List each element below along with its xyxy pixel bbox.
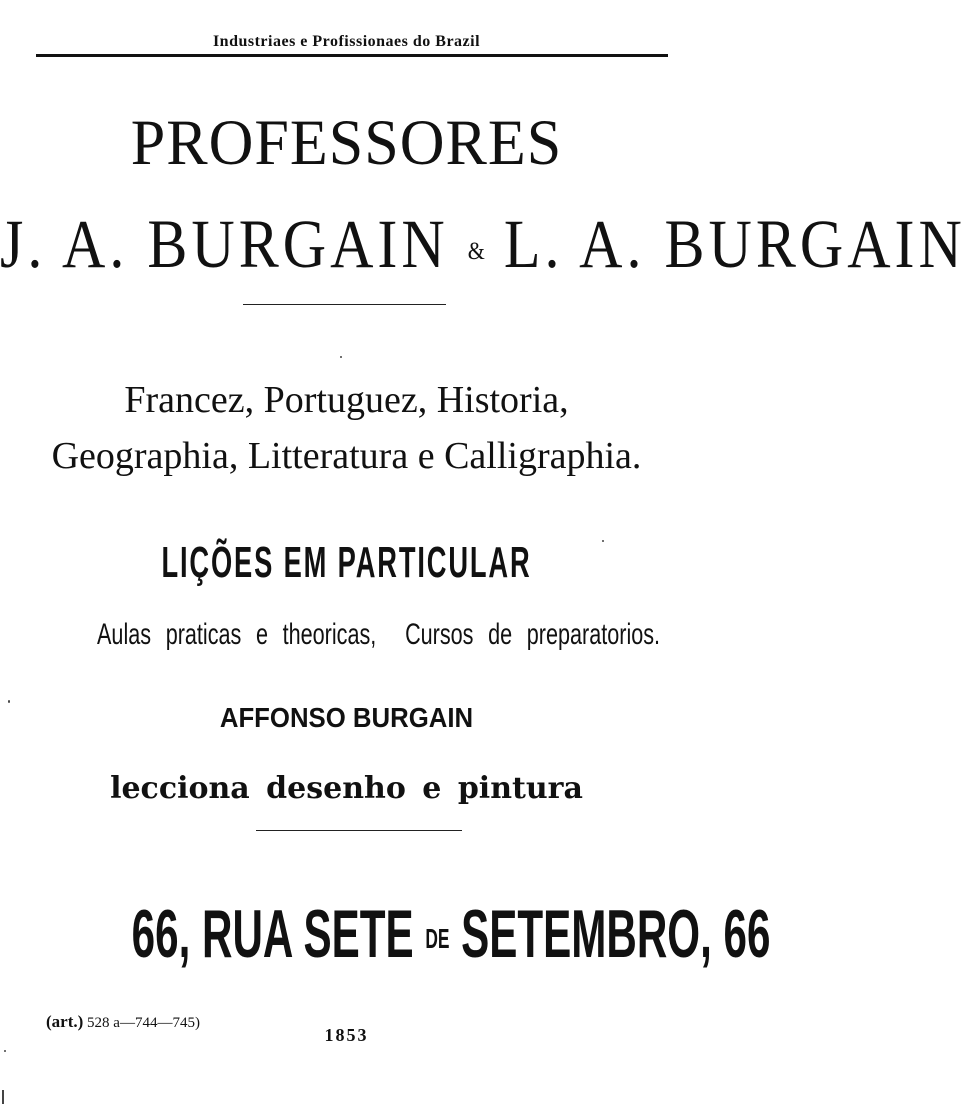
classes-preparatory: Cursos de preparatorios. — [405, 618, 661, 651]
address-de: DE — [425, 923, 450, 955]
catalog-label: (art.) — [46, 1012, 84, 1031]
address-end: SETEMBRO, 66 — [461, 896, 771, 972]
teacher-names — [0, 205, 966, 284]
address-start: 66, RUA SETE — [131, 896, 414, 972]
first-name: J. A. BURGAIN — [0, 205, 449, 282]
second-name: L. A. BURGAIN — [503, 205, 966, 282]
header-rule — [36, 54, 668, 57]
private-lessons-heading: LIÇÕES EM PARTICULAR — [161, 538, 532, 587]
classes-line — [97, 618, 661, 652]
page-number: 1853 — [324, 1025, 369, 1045]
divider-rule — [256, 830, 462, 831]
scan-speck — [2, 1090, 4, 1104]
scan-speck — [4, 1050, 6, 1052]
catalog-ref: 528 a—744—745) — [87, 1015, 200, 1031]
scan-speck — [602, 540, 604, 542]
scan-speck — [340, 356, 342, 358]
teaching-subjects: lecciona desenho e pintura — [110, 771, 583, 806]
subjects-line-2: Geographia, Litteratura e Calligraphia. — [51, 435, 642, 477]
address — [131, 895, 771, 973]
title: PROFESSORES — [130, 107, 563, 179]
scan-speck — [8, 700, 10, 703]
classes-practical: Aulas praticas e theoricas, — [97, 618, 377, 651]
divider-rule — [243, 304, 446, 305]
running-header: Industriaes e Profissionaes do Brazil — [212, 33, 481, 50]
subjects-line-1: Francez, Portuguez, Historia, — [124, 379, 569, 421]
teacher-name: AFFONSO BURGAIN — [219, 702, 474, 733]
ampersand: & — [467, 236, 485, 265]
